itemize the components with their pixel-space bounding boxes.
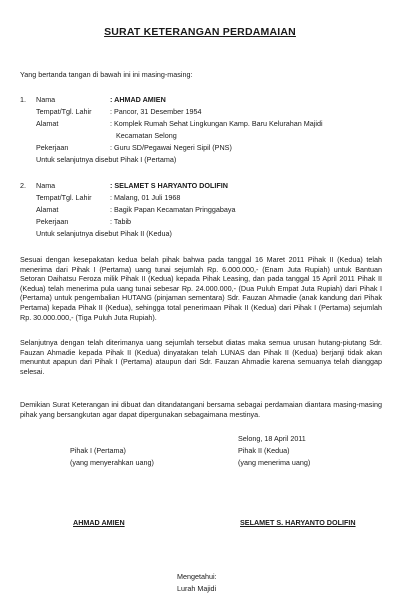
party-2-number: 2. [20,181,26,190]
party-1-birth-label: Tempat/Tgl. Lahir [36,107,92,116]
signature-left-name: AHMAD AMIEN [73,518,125,527]
party-1-name-label: Nama [36,95,56,104]
signature-right-name: SELAMET S. HARYANTO DOLIFIN [240,518,356,527]
intro-text: Yang bertanda tangan di bawah ini ini masing-masing: [20,70,193,79]
party-2-note: Untuk selanjutnya disebut Pihak II (Kedua) [36,229,172,238]
party-2-job-value: : Tabib [110,217,132,226]
document-title: SURAT KETERANGAN PERDAMAIAN [104,26,296,38]
party-1-job-label: Pekerjaan [36,143,69,152]
signature-right-desc: (yang menerima uang) [238,458,311,467]
witness-label: Mengetahui: [177,572,217,581]
party-2-address-value: : Bagik Papan Kecamatan Pringgabaya [110,205,236,214]
party-1-note: Untuk selanjutnya disebut Pihak I (Pertama) [36,155,177,164]
party-1-address-value: : Komplek Rumah Sehat Lingkungan Kamp. Baru Kelurahan Majidi [110,119,323,128]
party-2-address-label: Alamat [36,205,59,214]
party-1-job-value: : Guru SD/Pegawai Negeri Sipil (PNS) [110,143,232,152]
signature-left-desc: (yang menyerahkan uang) [70,458,154,467]
party-1-name-value: : AHMAD AMIEN [110,95,166,104]
party-2-job-label: Pekerjaan [36,217,69,226]
body-paragraph-2: Selanjutnya dengan telah diterimanya uang sejumlah tersebut diatas maka semua urusan hutang-piutang Sdr. Fauzan Ahmadie kepada Pihak II (Kedua) dinyatakan telah LUNAS dan Pihak II (Kedua) berjanji tidak akan menuntut apapun dari Pihak I (Pertama) ataupun dari Sdr. Fauzan Ahmadie karena semuanya telah dianggap selesai. [20,338,382,376]
body-paragraph-1: Sesuai dengan kesepakatan kedua belah pihak bahwa pada tanggal 16 Maret 2011 Pihak II (Kedua) telah menerima dari Pihak I (Pertama) uang tunai sejumlah Rp. 6.000.000,- (Enam Juta Rupiah) untuk Bantuan Setoran Daihatsu Feroza milik Pihak II (Kedua) kepada Pihak Leasing, dan pada tanggal 15 April 2011 Pihak II (Kedua) telah menerima pula uang tunai sebesar Rp. 24.000.000,- (Dua Puluh Empat Juta Rupiah) dari Pihak I (Pertama) untuk pengembalian HUTANG (pinjaman sementara) Sdr. Fauzan Ahmadie (anak kandung dari Pihak Pertama) kepada Pihak II (Kedua), sehingga total penerimaan Pihak II (Kedua) dari Pihak I (Pertama) sejumlah Rp. 30.000.000,- (Tiga Puluh Juta Rupiah). [20,255,382,322]
party-1-number: 1. [20,95,26,104]
signature-left-role: Pihak I (Pertama) [70,446,126,455]
party-2-birth-value: : Malang, 01 Juli 1968 [110,193,181,202]
place-date: Selong, 18 April 2011 [238,434,306,443]
party-2-name-label: Nama [36,181,56,190]
closing-paragraph: Demikian Surat Keterangan ini dibuat dan ditandatangani bersama sebagai perdamaian diantara masing-masing pihak yang bersangkutan agar dapat dipergunakan sebagaimana mestinya. [20,400,382,419]
witness-role: Lurah Majidi [177,584,217,593]
party-2-name-value: : SELAMET S HARYANTO DOLIFIN [110,181,228,190]
signature-right-role: Pihak II (Kedua) [238,446,290,455]
party-1-address-label: Alamat [36,119,59,128]
party-1-birth-value: : Pancor, 31 Desember 1954 [110,107,202,116]
party-2-birth-label: Tempat/Tgl. Lahir [36,193,92,202]
party-1-address-value-2: Kecamatan Selong [116,131,177,140]
